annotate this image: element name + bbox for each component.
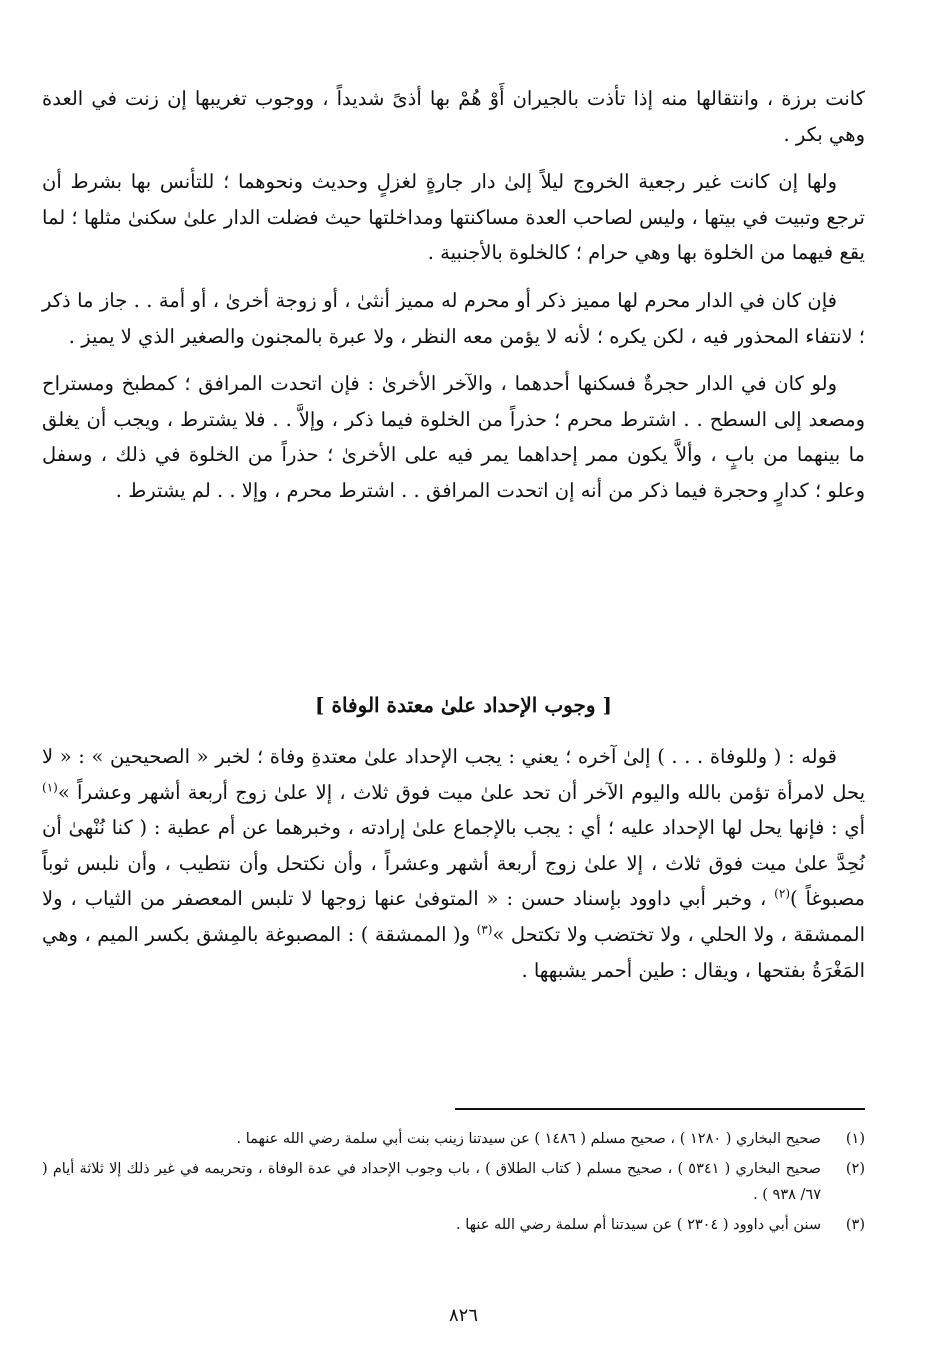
paragraph: كانت برزة ، وانتقالها منه إذا تأذت بالجيران أَوْ هُمْ بها أذىً شديداً ، ووجوب تغريبها إن زنت في العدة وهي بكر . [42,87,865,146]
paragraph-text: أي : فإنها يحل لها الإحداد عليه ؛ أي : يجب بالإجماع علىٰ إرادته ، وخبرهما عن أم عطية : ( كنا نُنْهىٰ أن نُحِدَّ علىٰ ميت فوق ثلاث ، إلا علىٰ زوج أربعة أشهر وعشراً ، وأن نكتحل وأن نتطيب ، وأن نلبس ثوباً مصبوغاً ) [42,816,865,911]
footnote [42,1126,865,1152]
footnote-text: صحيح البخاري ( ١٢٨٠ ) ، صحيح مسلم ( ١٤٨٦ ) عن سيدتنا زينب بنت أبي سلمة رضي الله عنهما . [236,1131,821,1147]
page-number: ٨٢٦ [448,1305,478,1326]
footnote-marker: (٢) [774,886,790,901]
footnote [42,1156,865,1208]
paragraph-text: قوله : ( وللوفاة . . . ) إلىٰ آخره ؛ يعني : يجب الإحداد علىٰ معتدةِ وفاة ؛ لخبر « الصحيحين » : « لا يحل لامرأة تؤمن بالله واليوم الآخر أن تحد علىٰ ميت فوق ثلاث ، إلا علىٰ زوج أربعة أشهر وعشراً » [42,745,865,804]
footnote-number: (٣) [845,1217,865,1233]
footnotes [42,1126,865,1242]
footnote-marker: (٣) [476,922,493,937]
paragraph [42,739,865,988]
footnote-text: سنن أبي داوود ( ٢٣٠٤ ) عن سيدتنا أم سلمة رضي الله عنها . [456,1217,821,1233]
footnote-separator [455,1108,865,1110]
paragraph: ولو كان في الدار حجرةٌ فسكنها أحدهما ، والآخر الأخرىٰ : فإن اتحدت المرافق ؛ كمطبخ ومستراح ومصعد إلى السطح . . اشترط محرم ؛ حذراً من الخلوة فيما ذكر ، وإلاَّ . . فلا يشترط ، ويجب أن يغلق ما بينهما من بابٍ ، وألاَّ يكون ممر إحداهما يمر فيه على الأخرىٰ ؛ حذراً من الخلوة في ذلك ، وسفل وعلو ؛ كدارٍ وحجرة فيما ذكر من أنه إن اتحدت المرافق . . اشترط محرم ، وإلا . . لم يشترط . [42,372,865,502]
paragraph: ولها إن كانت غير رجعية الخروج ليلاً إلىٰ دار جارةٍ لغزلٍ وحديث ونحوهما ؛ للتأنس بها بشرط أن ترجع وتبيت في بيتها ، وليس لصاحب العدة مساكنتها ومداخلتها حيث فضلت الدار علىٰ سكنىٰ مثلها ؛ لما يقع فيهما من الخلوة بها وهي حرام ؛ كالخلوة بالأجنبية . [42,170,865,265]
body-text-bottom [42,739,865,1000]
paragraph: فإن كان في الدار محرم لها مميز ذكر أو محرم له مميز أنثىٰ ، أو زوجة أخرىٰ ، أو أمة . . جاز ما ذكر ؛ لانتفاء المحذور فيه ، لكن يكره ؛ لأنه لا يؤمن معه النظر ، ولا عبرة بالمجنون والصغير الذي لا يميز . [42,288,865,348]
footnote-number: (٢) [845,1161,865,1177]
paragraph-text: و( الممشقة ) : المصبوغة بالمِشق بكسر الميم ، وهي المَغْرَةُ بفتحها ، ويقال : طين أحمر يشبهها . [42,922,865,982]
footnote-marker: (١) [42,780,58,795]
paragraph-text: ، وخبر أبي داوود بإسناد حسن : « المتوفىٰ عنها زوجها لا تلبس المعصفر من الثياب ، ولا الممشقة ، ولا الحلي ، ولا تختضب ولا تكتحل » [42,887,865,946]
footnote-text: صحيح البخاري ( ٥٣٤١ ) ، صحيح مسلم ( كتاب الطلاق ) ، باب وجوب الإحداد في عدة الوفاة ، وتحريمه في غير ذلك إلا ثلاثة أيام ( ٦٧/ ٩٣٨ ) . [42,1161,821,1203]
body-text-top [42,81,865,521]
footnote [42,1212,865,1238]
footnote-number: (١) [845,1131,865,1147]
section-heading: [ وجوب الإحداد علىٰ معتدة الوفاة ] [315,693,612,717]
